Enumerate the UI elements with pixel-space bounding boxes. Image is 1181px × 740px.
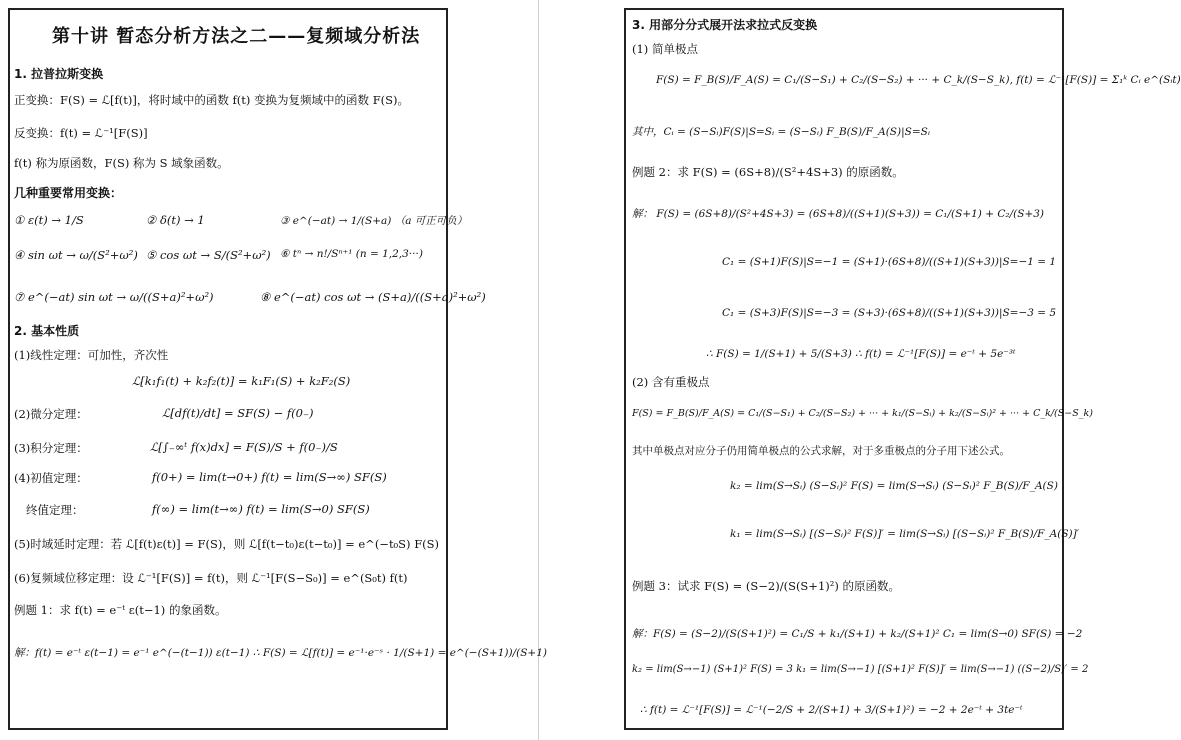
property-4-label: (4)初值定理： (14, 471, 88, 485)
property-6-text: (6)复频域位移定理：设 ℒ⁻¹[F(S)] = f(t)，则 ℒ⁻¹[F(S−S₀)] = e^(S₀t) f(t) (14, 571, 408, 585)
transform-3: ③ e^(−at) → 1/(S+a) （a 可正可负） (280, 215, 468, 227)
forward-transform-text: 正变换：F(S) = ℒ[f(t)]，将时域中的函数 f(t) 变换为复频域中的函数 F(S)。 (14, 93, 410, 107)
example-3-step-1: 解：F(S) = (S−2)/(S(S+1)²) = C₁/S + k₁/(S+1) + k₂/(S+1)² C₁ = lim(S→0) SF(S) = −2 (632, 628, 1083, 640)
transform-1: ① ε(t) → 1/S (14, 213, 84, 227)
transform-8: ⑧ e^(−at) cos ωt → (S+a)/((S+a)²+ω²) (260, 290, 486, 304)
section-heading-properties: 2. 基本性质 (14, 324, 80, 338)
function-note: f(t) 称为原函数，F(S) 称为 S 域象函数。 (14, 156, 229, 170)
transform-6: ⑥ tⁿ → n!/Sⁿ⁺¹ (n = 1,2,3···) (280, 248, 423, 260)
final-value-label: 终值定理： (26, 503, 84, 517)
repeated-pole-heading: (2) 含有重极点 (632, 375, 710, 389)
property-1-label: (1)线性定理：可加性，齐次性 (14, 348, 169, 362)
k2-formula: k₂ = lim(S→Sᵢ) (S−Sᵢ)² F(S) = lim(S→Sᵢ) (S−Sᵢ)² F_B(S)/F_A(S) (730, 480, 1058, 492)
repeated-pole-note: 其中单极点对应分子仍用简单极点的公式求解，对于多重极点的分子用下述公式。 (632, 445, 1010, 457)
page-title: 第十讲 暂态分析方法之二——复频域分析法 (52, 26, 421, 47)
example-2-step-3: C₁ = (S+3)F(S)|S=−3 = (S+3)·(6S+8)/((S+1)(S+3))|S=−3 = 5 (722, 307, 1057, 319)
property-3-label: (3)积分定理： (14, 441, 88, 455)
k1-formula: k₁ = lim(S→Sᵢ) [(S−Sᵢ)² F(S)]′ = lim(S→Sᵢ) [(S−Sᵢ)² F_B(S)/F_A(S)]′ (730, 528, 1080, 540)
page-divider (538, 0, 539, 740)
transform-4: ④ sin ωt → ω/(S²+ω²) (14, 248, 138, 262)
example-2-result: ∴ F(S) = 1/(S+1) + 5/(S+3) ∴ f(t) = ℒ⁻¹[F(S)] = e⁻ᵗ + 5e⁻³ᵗ (706, 348, 1016, 360)
example-2-question: 例题 2：求 F(S) = (6S+8)/(S²+4S+3) 的原函数。 (632, 165, 904, 179)
coefficient-formula: 其中，Cᵢ = (S−Sᵢ)F(S)|S=Sᵢ = (S−Sᵢ) F_B(S)/F_A(S)|S=Sᵢ (632, 126, 930, 138)
property-1-formula: ℒ[k₁f₁(t) + k₂f₂(t)] = k₁F₁(S) + k₂F₂(S) (132, 374, 351, 388)
transform-5: ⑤ cos ωt → S/(S²+ω²) (146, 248, 271, 262)
example-1-solution: 解：f(t) = e⁻ᵗ ε(t−1) = e⁻¹ e^(−(t−1)) ε(t−1) ∴ F(S) = ℒ[f(t)] = e⁻¹·e⁻ˢ · 1/(S+1) = e^(−(S+1))/(S+1) (14, 647, 547, 659)
common-transforms-heading: 几种重要常用变换： (14, 186, 123, 200)
simple-pole-heading: (1) 简单极点 (632, 42, 698, 56)
example-3-result: ∴ f(t) = ℒ⁻¹[F(S)] = ℒ⁻¹(−2/S + 2/(S+1) + 3/(S+1)²) = −2 + 2e⁻ᵗ + 3te⁻ᵗ (640, 704, 1023, 716)
document-page-left (8, 8, 547, 730)
simple-pole-formula: F(S) = F_B(S)/F_A(S) = C₁/(S−S₁) + C₂/(S−S₂) + ··· + C_k/(S−S_k), f(t) = ℒ⁻¹[F(S)] = Σ₁ᵏ Cᵢ e^(Sᵢt) (656, 74, 1181, 86)
property-3-formula: ℒ[∫₋∞ᵗ f(x)dx] = F(S)/S + f(0₋)/S (150, 440, 338, 454)
transform-2: ② δ(t) → 1 (146, 213, 205, 227)
section-heading-partial-fractions: 3. 用部分分式展开法求拉式反变换 (632, 18, 818, 32)
property-2-formula: ℒ[df(t)/dt] = SF(S) − f(0₋) (162, 406, 314, 420)
section-heading-laplace: 1. 拉普拉斯变换 (14, 67, 104, 81)
property-5-text: (5)时域延时定理：若 ℒ[f(t)ε(t)] = F(S)，则 ℒ[f(t−t₀)ε(t−t₀)] = e^(−t₀S) F(S) (14, 537, 440, 551)
final-value-formula: f(∞) = lim(t→∞) f(t) = lim(S→0) SF(S) (152, 502, 370, 516)
example-2-step-2: C₁ = (S+1)F(S)|S=−1 = (S+1)·(6S+8)/((S+1)(S+3))|S=−1 = 1 (722, 256, 1057, 268)
repeated-pole-formula: F(S) = F_B(S)/F_A(S) = C₁/(S−S₁) + C₂/(S−S₂) + ··· + k₁/(S−Sᵢ) + k₂/(S−Sᵢ)² + ··· + C_k/(S−S_k) (632, 408, 1093, 419)
inverse-transform-text: 反变换：f(t) = ℒ⁻¹[F(S)] (14, 126, 148, 140)
example-2-step-1: 解： F(S) = (6S+8)/(S²+4S+3) = (6S+8)/((S+1)(S+3)) = C₁/(S+1) + C₂/(S+3) (632, 208, 1045, 220)
property-4-formula: f(0+) = lim(t→0+) f(t) = lim(S→∞) SF(S) (152, 470, 387, 484)
document-page-right (624, 8, 1181, 730)
example-1-question: 例题 1：求 f(t) = e⁻ᵗ ε(t−1) 的象函数。 (14, 603, 227, 617)
example-3-step-2: k₂ = lim(S→−1) (S+1)² F(S) = 3 k₁ = lim(S→−1) [(S+1)² F(S)]′ = lim(S→−1) ((S−2)/S)′ = 2 (632, 664, 1089, 675)
transform-7: ⑦ e^(−at) sin ωt → ω/((S+a)²+ω²) (14, 290, 214, 304)
property-2-label: (2)微分定理： (14, 407, 88, 421)
example-3-question: 例题 3：试求 F(S) = (S−2)/(S(S+1)²) 的原函数。 (632, 579, 901, 593)
